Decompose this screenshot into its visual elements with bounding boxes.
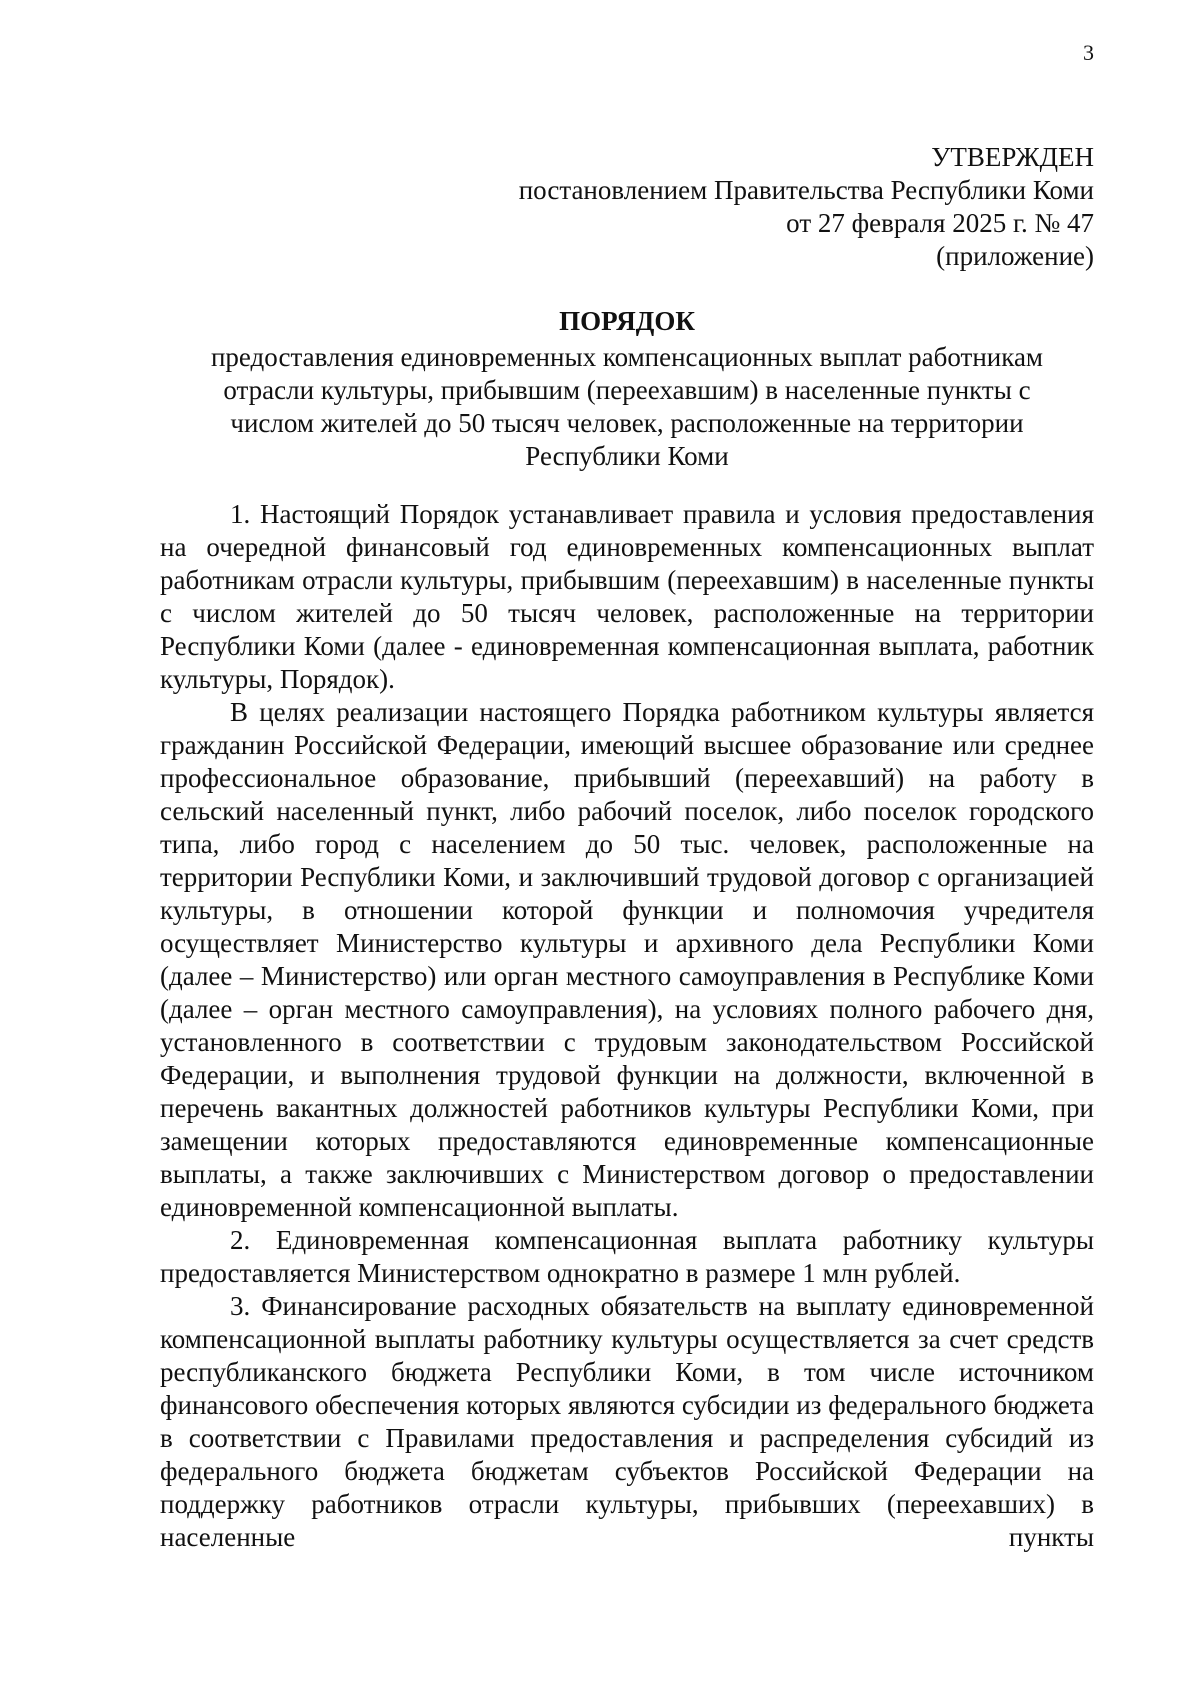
paragraph-2: 2. Единовременная компенсационная выплата работнику культуры предоставляется Министерством однократно в размере 1 млн рублей. [160, 1225, 1094, 1288]
document-body [160, 498, 1094, 1554]
document-subtitle-line: числом жителей до 50 тысяч человек, расположенные на территории [230, 408, 1024, 438]
document-subtitle-line: отрасли культуры, прибывшим (переехавшим) в населенные пункты с [223, 375, 1031, 405]
document-title-block [160, 305, 1094, 473]
approval-heading: УТВЕРЖДЕН [931, 142, 1094, 172]
paragraph-3: 3. Финансирование расходных обязательств на выплату единовременной компенсационной выплаты работнику культуры осуществляется за счет средств республиканского бюджета Республики Коми, в том числе источником финансового обеспечения которых являются субсидии из федерального бюджета в соответствии с Правилами предоставления и распределения субсидий из федерального бюджета бюджетам субъектов Российской Федерации на поддержку работников отрасли культуры, прибывших (переехавших) в населенные пункты [160, 1291, 1094, 1552]
approval-stamp-block [519, 141, 1094, 273]
page-number: 3 [1083, 40, 1094, 65]
paragraph-definition: В целях реализации настоящего Порядка работником культуры является гражданин Российской Федерации, имеющий высшее образование или среднее профессиональное образование, прибывший (переехавший) на работу в сельский населенный пункт, либо рабочий поселок, либо поселок городского типа, либо город с населением до 50 тыс. человек, расположенные на территории Республики Коми, и заключивший трудовой договор с организацией культуры, в отношении которой функции и полномочия учредителя осуществляет Министерство культуры и архивного дела Республики Коми (далее – Министерство) или орган местного самоуправления в Республике Коми (далее – орган местного самоуправления), на условиях полного рабочего дня, установленного в соответствии с трудовым законодательством Российской Федерации, и выполнения трудовой функции на должности, включенной в перечень вакантных должностей работников культуры Республики Коми, при замещении которых предоставляются единовременные компенсационные выплаты, а также заключивших с Министерством договор о предоставлении единовременной компенсационной выплаты. [160, 697, 1094, 1222]
document-title: ПОРЯДОК [559, 306, 695, 336]
approval-line: постановлением Правительства Республики Коми [518, 175, 1094, 205]
document-subtitle-line: Республики Коми [525, 441, 729, 471]
document-subtitle-line: предоставления единовременных компенсационных выплат работникам [210, 342, 1044, 372]
approval-line: от 27 февраля 2025 г. № 47 [786, 208, 1094, 238]
approval-line: (приложение) [936, 241, 1094, 271]
paragraph-1: 1. Настоящий Порядок устанавливает правила и условия предоставления на очередной финансовый год единовременных компенсационных выплат работникам отрасли культуры, прибывшим (переехавшим) в населенные пункты с числом жителей до 50 тысяч человек, расположенные на территории Республики Коми (далее - единовременная компенсационная выплата, работник культуры, Порядок). [160, 499, 1094, 694]
